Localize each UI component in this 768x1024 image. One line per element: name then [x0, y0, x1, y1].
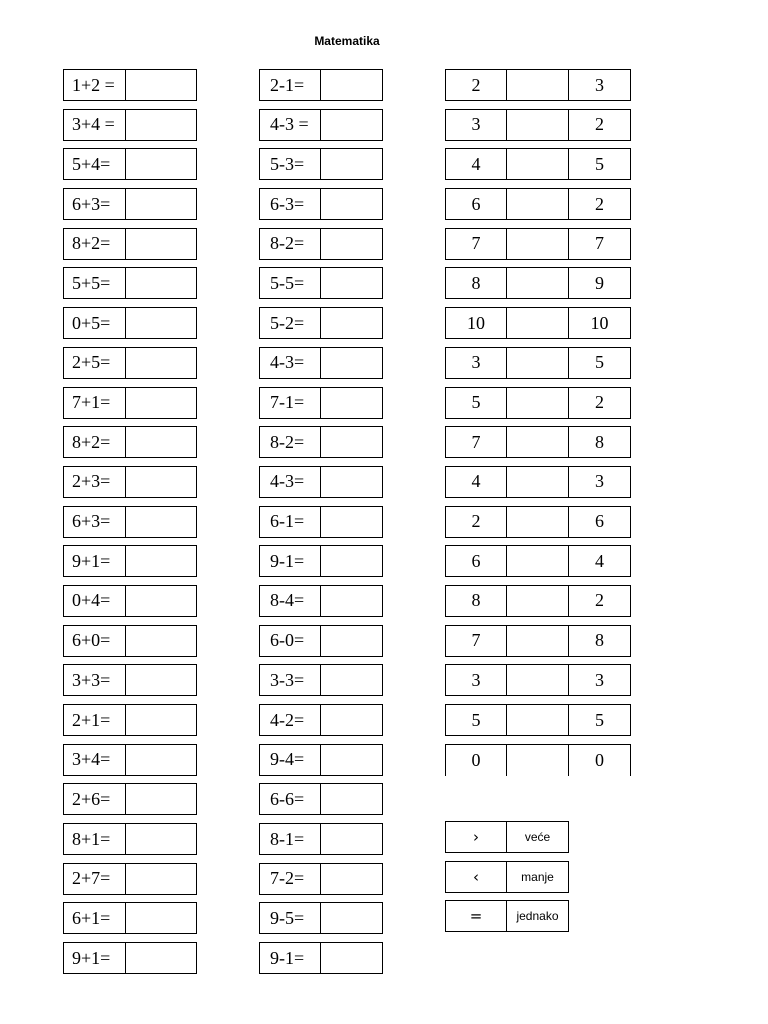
right-number: 3 [569, 69, 631, 101]
left-number: 4 [445, 148, 507, 180]
legend-row [445, 821, 569, 853]
subtraction-problem: 8-4= [259, 585, 321, 617]
symbol-meaning: manje [507, 861, 569, 893]
subtraction-row [259, 188, 383, 220]
comparison-row [445, 466, 631, 498]
addition-problem: 3+4= [63, 744, 126, 776]
answer-box[interactable] [321, 228, 383, 260]
comparison-row [445, 585, 631, 617]
answer-box[interactable] [126, 704, 197, 736]
addition-row [63, 307, 197, 339]
addition-problem: 1+2 = [63, 69, 126, 101]
subtraction-problem: 9-1= [259, 545, 321, 577]
addition-row [63, 704, 197, 736]
right-number: 2 [569, 109, 631, 141]
addition-row [63, 625, 197, 657]
addition-problem: 2+7= [63, 863, 126, 895]
legend-table [445, 821, 569, 940]
subtraction-problem: 4-3= [259, 347, 321, 379]
comparison-symbol: › [445, 821, 507, 853]
right-number: 3 [569, 664, 631, 696]
right-number: 4 [569, 545, 631, 577]
addition-problem: 6+3= [63, 506, 126, 538]
addition-row [63, 664, 197, 696]
left-number: 6 [445, 545, 507, 577]
addition-problem: 3+4 = [63, 109, 126, 141]
comparison-row [445, 267, 631, 299]
comparison-row [445, 188, 631, 220]
subtraction-row [259, 466, 383, 498]
left-number: 8 [445, 585, 507, 617]
addition-problem: 7+1= [63, 387, 126, 419]
comparison-answer-box[interactable] [507, 744, 569, 776]
subtraction-problem: 7-2= [259, 863, 321, 895]
answer-box[interactable] [126, 466, 197, 498]
left-number: 3 [445, 347, 507, 379]
answer-box[interactable] [321, 69, 383, 101]
subtraction-problem: 9-4= [259, 744, 321, 776]
comparison-row [445, 109, 631, 141]
addition-row [63, 387, 197, 419]
addition-row [63, 466, 197, 498]
subtraction-row [259, 863, 383, 895]
answer-box[interactable] [126, 863, 197, 895]
subtraction-problem: 2-1= [259, 69, 321, 101]
comparison-answer-box[interactable] [507, 387, 569, 419]
comparison-answer-box[interactable] [507, 307, 569, 339]
subtraction-problem: 5-2= [259, 307, 321, 339]
answer-box[interactable] [321, 823, 383, 855]
answer-box[interactable] [126, 426, 197, 458]
comparison-answer-box[interactable] [507, 545, 569, 577]
right-number: 7 [569, 228, 631, 260]
comparison-answer-box[interactable] [507, 188, 569, 220]
comparison-answer-box[interactable] [507, 426, 569, 458]
subtraction-problem: 6-0= [259, 625, 321, 657]
addition-problem: 6+0= [63, 625, 126, 657]
left-number: 3 [445, 664, 507, 696]
subtraction-row [259, 545, 383, 577]
subtraction-problem: 4-3= [259, 466, 321, 498]
subtraction-row [259, 506, 383, 538]
answer-box[interactable] [321, 902, 383, 934]
right-number: 2 [569, 387, 631, 419]
subtraction-row [259, 704, 383, 736]
comparison-row [445, 347, 631, 379]
comparison-row [445, 426, 631, 458]
subtraction-row [259, 664, 383, 696]
comparison-answer-box[interactable] [507, 69, 569, 101]
comparison-answer-box[interactable] [507, 585, 569, 617]
answer-box[interactable] [126, 387, 197, 419]
answer-box[interactable] [126, 783, 197, 815]
addition-problem: 0+4= [63, 585, 126, 617]
subtraction-row [259, 347, 383, 379]
addition-problem: 6+3= [63, 188, 126, 220]
comparison-row [445, 625, 631, 657]
left-number: 5 [445, 704, 507, 736]
subtraction-column [259, 69, 383, 982]
answer-box[interactable] [321, 545, 383, 577]
left-number: 8 [445, 267, 507, 299]
subtraction-problem: 6-6= [259, 783, 321, 815]
answer-box[interactable] [321, 387, 383, 419]
addition-row [63, 902, 197, 934]
subtraction-row [259, 267, 383, 299]
answer-box[interactable] [126, 664, 197, 696]
left-number: 7 [445, 426, 507, 458]
comparison-column [445, 69, 631, 783]
subtraction-row [259, 783, 383, 815]
subtraction-row [259, 823, 383, 855]
subtraction-problem: 6-1= [259, 506, 321, 538]
subtraction-row [259, 942, 383, 974]
addition-row [63, 148, 197, 180]
addition-problem: 5+4= [63, 148, 126, 180]
comparison-answer-box[interactable] [507, 347, 569, 379]
answer-box[interactable] [126, 188, 197, 220]
right-number: 9 [569, 267, 631, 299]
right-number: 10 [569, 307, 631, 339]
addition-row [63, 863, 197, 895]
answer-box[interactable] [321, 426, 383, 458]
answer-box[interactable] [321, 148, 383, 180]
comparison-answer-box[interactable] [507, 664, 569, 696]
answer-box[interactable] [126, 307, 197, 339]
answer-box[interactable] [321, 664, 383, 696]
left-number: 0 [445, 744, 507, 776]
answer-box[interactable] [126, 823, 197, 855]
right-number: 6 [569, 506, 631, 538]
answer-box[interactable] [321, 744, 383, 776]
left-number: 5 [445, 387, 507, 419]
answer-box[interactable] [126, 545, 197, 577]
left-number: 10 [445, 307, 507, 339]
right-number: 2 [569, 188, 631, 220]
comparison-answer-box[interactable] [507, 625, 569, 657]
addition-problem: 8+2= [63, 228, 126, 260]
addition-row [63, 585, 197, 617]
answer-box[interactable] [321, 466, 383, 498]
answer-box[interactable] [321, 585, 383, 617]
right-number: 5 [569, 704, 631, 736]
addition-row [63, 109, 197, 141]
subtraction-row [259, 387, 383, 419]
legend-row [445, 900, 569, 932]
addition-row [63, 823, 197, 855]
right-number: 0 [569, 744, 631, 776]
subtraction-problem: 4-2= [259, 704, 321, 736]
addition-problem: 2+1= [63, 704, 126, 736]
subtraction-problem: 6-3= [259, 188, 321, 220]
left-number: 7 [445, 228, 507, 260]
addition-row [63, 188, 197, 220]
comparison-answer-box[interactable] [507, 466, 569, 498]
addition-row [63, 506, 197, 538]
addition-row [63, 228, 197, 260]
answer-box[interactable] [321, 942, 383, 974]
comparison-answer-box[interactable] [507, 109, 569, 141]
symbol-meaning: jednako [507, 900, 569, 932]
subtraction-problem: 9-1= [259, 942, 321, 974]
addition-problem: 2+3= [63, 466, 126, 498]
answer-box[interactable] [321, 863, 383, 895]
answer-box[interactable] [321, 704, 383, 736]
answer-box[interactable] [126, 902, 197, 934]
subtraction-problem: 5-3= [259, 148, 321, 180]
subtraction-row [259, 148, 383, 180]
left-number: 4 [445, 466, 507, 498]
left-number: 3 [445, 109, 507, 141]
right-number: 2 [569, 585, 631, 617]
subtraction-row [259, 109, 383, 141]
answer-box[interactable] [126, 69, 197, 101]
right-number: 8 [569, 426, 631, 458]
subtraction-problem: 8-2= [259, 228, 321, 260]
comparison-row [445, 545, 631, 577]
answer-box[interactable] [126, 267, 197, 299]
comparison-row [445, 307, 631, 339]
comparison-answer-box[interactable] [507, 228, 569, 260]
addition-problem: 8+2= [63, 426, 126, 458]
right-number: 5 [569, 148, 631, 180]
addition-row [63, 347, 197, 379]
comparison-symbol: ‹ [445, 861, 507, 893]
subtraction-problem: 4-3 = [259, 109, 321, 141]
comparison-row [445, 704, 631, 736]
answer-box[interactable] [321, 307, 383, 339]
addition-problem: 3+3= [63, 664, 126, 696]
comparison-row [445, 69, 631, 101]
addition-problem: 9+1= [63, 545, 126, 577]
right-number: 5 [569, 347, 631, 379]
answer-box[interactable] [321, 109, 383, 141]
comparison-answer-box[interactable] [507, 267, 569, 299]
left-number: 6 [445, 188, 507, 220]
addition-problem: 5+5= [63, 267, 126, 299]
subtraction-row [259, 228, 383, 260]
comparison-row [445, 387, 631, 419]
answer-box[interactable] [126, 506, 197, 538]
addition-problem: 2+5= [63, 347, 126, 379]
subtraction-problem: 9-5= [259, 902, 321, 934]
answer-box[interactable] [321, 625, 383, 657]
answer-box[interactable] [321, 506, 383, 538]
addition-row [63, 744, 197, 776]
subtraction-row [259, 902, 383, 934]
comparison-symbol: = [445, 900, 507, 932]
addition-row [63, 69, 197, 101]
subtraction-row [259, 744, 383, 776]
answer-box[interactable] [321, 783, 383, 815]
legend-row [445, 861, 569, 893]
answer-box[interactable] [126, 148, 197, 180]
comparison-row [445, 148, 631, 180]
comparison-row [445, 744, 631, 776]
subtraction-row [259, 625, 383, 657]
subtraction-row [259, 585, 383, 617]
comparison-answer-box[interactable] [507, 704, 569, 736]
subtraction-problem: 3-3= [259, 664, 321, 696]
addition-problem: 9+1= [63, 942, 126, 974]
addition-column [63, 69, 197, 982]
answer-box[interactable] [126, 585, 197, 617]
comparison-answer-box[interactable] [507, 506, 569, 538]
answer-box[interactable] [126, 228, 197, 260]
subtraction-row [259, 426, 383, 458]
answer-box[interactable] [126, 109, 197, 141]
comparison-row [445, 664, 631, 696]
symbol-meaning: veće [507, 821, 569, 853]
subtraction-problem: 5-5= [259, 267, 321, 299]
answer-box[interactable] [126, 744, 197, 776]
addition-row [63, 942, 197, 974]
answer-box[interactable] [321, 267, 383, 299]
left-number: 2 [445, 69, 507, 101]
right-number: 8 [569, 625, 631, 657]
subtraction-problem: 8-1= [259, 823, 321, 855]
answer-box[interactable] [126, 942, 197, 974]
left-number: 7 [445, 625, 507, 657]
addition-problem: 8+1= [63, 823, 126, 855]
comparison-answer-box[interactable] [507, 148, 569, 180]
addition-row [63, 426, 197, 458]
subtraction-problem: 7-1= [259, 387, 321, 419]
addition-problem: 2+6= [63, 783, 126, 815]
page-title: Matematika [314, 34, 380, 48]
comparison-row [445, 506, 631, 538]
subtraction-row [259, 307, 383, 339]
subtraction-row [259, 69, 383, 101]
subtraction-problem: 8-2= [259, 426, 321, 458]
right-number: 3 [569, 466, 631, 498]
addition-row [63, 545, 197, 577]
addition-row [63, 267, 197, 299]
comparison-row [445, 228, 631, 260]
answer-box[interactable] [321, 347, 383, 379]
answer-box[interactable] [321, 188, 383, 220]
left-number: 2 [445, 506, 507, 538]
addition-problem: 6+1= [63, 902, 126, 934]
answer-box[interactable] [126, 625, 197, 657]
answer-box[interactable] [126, 347, 197, 379]
addition-problem: 0+5= [63, 307, 126, 339]
addition-row [63, 783, 197, 815]
